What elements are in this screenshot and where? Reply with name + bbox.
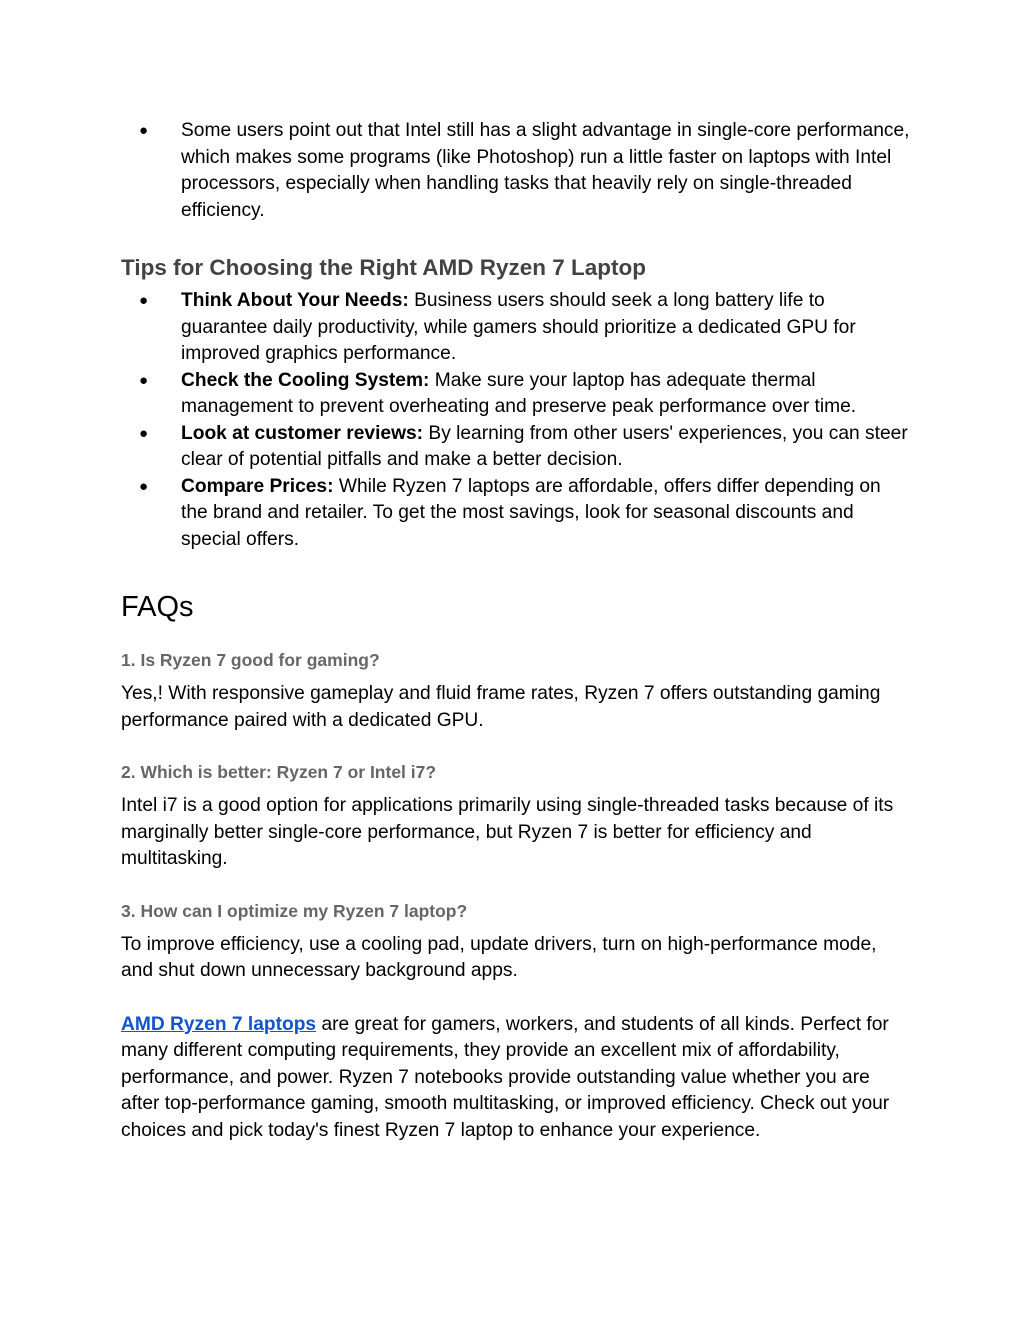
tip-label: Look at customer reviews: <box>181 422 424 444</box>
tip-label: Check the Cooling System: <box>181 369 430 391</box>
tip-text: Business users should seek a long battery life to guarantee daily productivity, while gamers should prioritize a dedicated GPU for improved graphics performance. <box>181 290 856 364</box>
bullet-icon: ● <box>139 371 149 389</box>
faq-answer: Yes,! With responsive gameplay and fluid frame rates, Ryzen 7 offers outstanding gaming performance paired with a dedicated GPU. <box>121 683 881 731</box>
conclusion-paragraph <box>121 1012 911 1145</box>
document-page <box>121 118 911 1144</box>
faq-answer: Intel i7 is a good option for applications primarily using single-threaded tasks because of its marginally better single-core performance, but Ryzen 7 is better for efficiency and multitasking. <box>121 795 894 869</box>
tip-text: Make sure your laptop has adequate thermal management to prevent overheating and preserve peak performance over time. <box>181 369 857 417</box>
conclusion-text: are great for gamers, workers, and students of all kinds. Perfect for many different computing requirements, they provide an excellent mix of affordability, performance, and power. Ryzen 7 notebooks provide outstanding value whether you are after top-performance gaming, smooth multitasking, or improved efficiency. Check out your choices and pick today's finest Ryzen 7 laptop to enhance your experience. <box>121 1013 890 1141</box>
faq-question: 1. Is Ryzen 7 good for gaming? <box>121 650 380 670</box>
list-item <box>121 288 911 368</box>
bullet-icon: ● <box>139 477 149 495</box>
tips-heading: Tips for Choosing the Right AMD Ryzen 7 Laptop <box>121 255 646 280</box>
tip-text: By learning from other users' experiences, you can steer clear of potential pitfalls and make a better decision. <box>181 422 908 470</box>
faqs-heading: FAQs <box>121 591 194 623</box>
faq-question: 2. Which is better: Ryzen 7 or Intel i7? <box>121 762 437 782</box>
list-item <box>121 421 911 474</box>
bullet-text: Some users point out that Intel still has a slight advantage in single-core performance, which makes some programs (like Photoshop) run a little faster on laptops with Intel processors, especially when handling tasks that heavily rely on single-threaded efficiency. <box>181 120 910 221</box>
list-item <box>121 368 911 421</box>
bullet-icon: ● <box>139 122 149 139</box>
tips-bullet-list <box>121 288 911 553</box>
intro-bullet-list <box>121 118 911 224</box>
tip-text: While Ryzen 7 laptops are affordable, offers differ depending on the brand and retailer. To get the most savings, look for seasonal discounts and special offers. <box>181 475 881 550</box>
amd-ryzen-laptops-link[interactable]: AMD Ryzen 7 laptops <box>121 1013 317 1035</box>
faq-answer: To improve efficiency, use a cooling pad, update drivers, turn on high-performance mode, and shut down unnecessary background apps. <box>121 933 877 981</box>
list-item <box>121 474 911 554</box>
tip-label: Think About Your Needs: <box>181 290 409 311</box>
tip-label: Compare Prices: <box>181 475 334 497</box>
faq-question: 3. How can I optimize my Ryzen 7 laptop? <box>121 900 468 921</box>
list-item <box>121 118 911 224</box>
bullet-icon: ● <box>139 424 149 442</box>
bullet-icon: ● <box>139 292 149 309</box>
